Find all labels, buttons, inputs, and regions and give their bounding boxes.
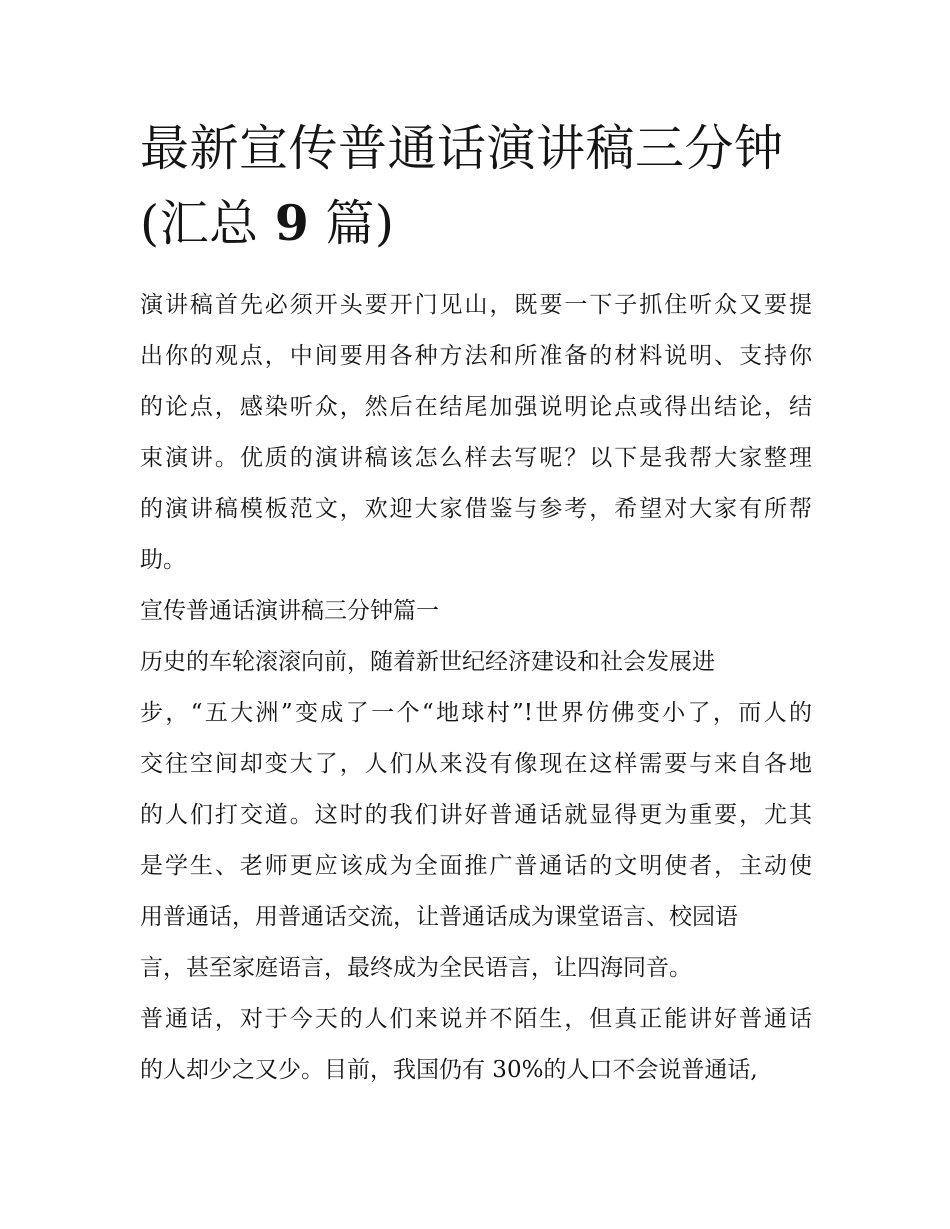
section-heading [140, 586, 812, 637]
body-paragraph-2 [140, 994, 812, 1096]
title-part-number: 9 [274, 194, 310, 252]
section-heading-text: 宣传普通话演讲稿三分钟篇一 [140, 598, 439, 624]
text-line: 历史的车轮滚滚向前，随着新世纪经济建设和社会发展进 [140, 649, 715, 675]
text-line: 的人却少之又少。目前，我国仍有 30%的人口不会说普通话, [140, 1057, 758, 1083]
text-line: 出你的观点，中间要用各种方法和所准备的材料说明、支持你 [140, 343, 812, 369]
title-part-summary: (汇总 [140, 195, 259, 252]
document-body [140, 280, 812, 1096]
text-line: 演讲稿首先必须开头要开门见山，既要一下子抓住听众又要提 [140, 292, 812, 318]
intro-paragraph [140, 280, 812, 586]
text-line: 助。 [140, 547, 186, 573]
text-line: 言，甚至家庭语言，最终成为全民语言，让四海同音。 [140, 955, 692, 981]
body-paragraph-1 [140, 637, 812, 994]
title-line-1: 最新宣传普通话演讲稿三分钟 [140, 120, 784, 177]
text-line: 束演讲。优质的演讲稿该怎么样去写呢？以下是我帮大家整理 [140, 445, 812, 471]
text-line: 步，“五大洲”变成了一个“地球村”!世界仿佛变小了，而人的 [140, 700, 812, 726]
title-line-2 [140, 186, 820, 261]
document-title [140, 112, 820, 261]
text-line: 的人们打交道。这时的我们讲好普通话就显得更为重要，尤其 [140, 802, 812, 828]
text-line: 普通话，对于今天的人们来说并不陌生，但真正能讲好普通话 [140, 1006, 812, 1032]
text-line: 的演讲稿模板范文，欢迎大家借鉴与参考，希望对大家有所帮 [140, 496, 812, 522]
text-line: 的论点，感染听众，然后在结尾加强说明论点或得出结论，结 [140, 394, 812, 420]
text-line: 交往空间却变大了，人们从来没有像现在这样需要与来自各地 [140, 751, 812, 777]
text-line: 用普通话，用普通话交流，让普通话成为课堂语言、校园语 [140, 904, 738, 930]
title-part-pieces: 篇) [325, 195, 395, 252]
text-line: 是学生、老师更应该成为全面推广普通话的文明使者，主动使 [140, 853, 812, 879]
